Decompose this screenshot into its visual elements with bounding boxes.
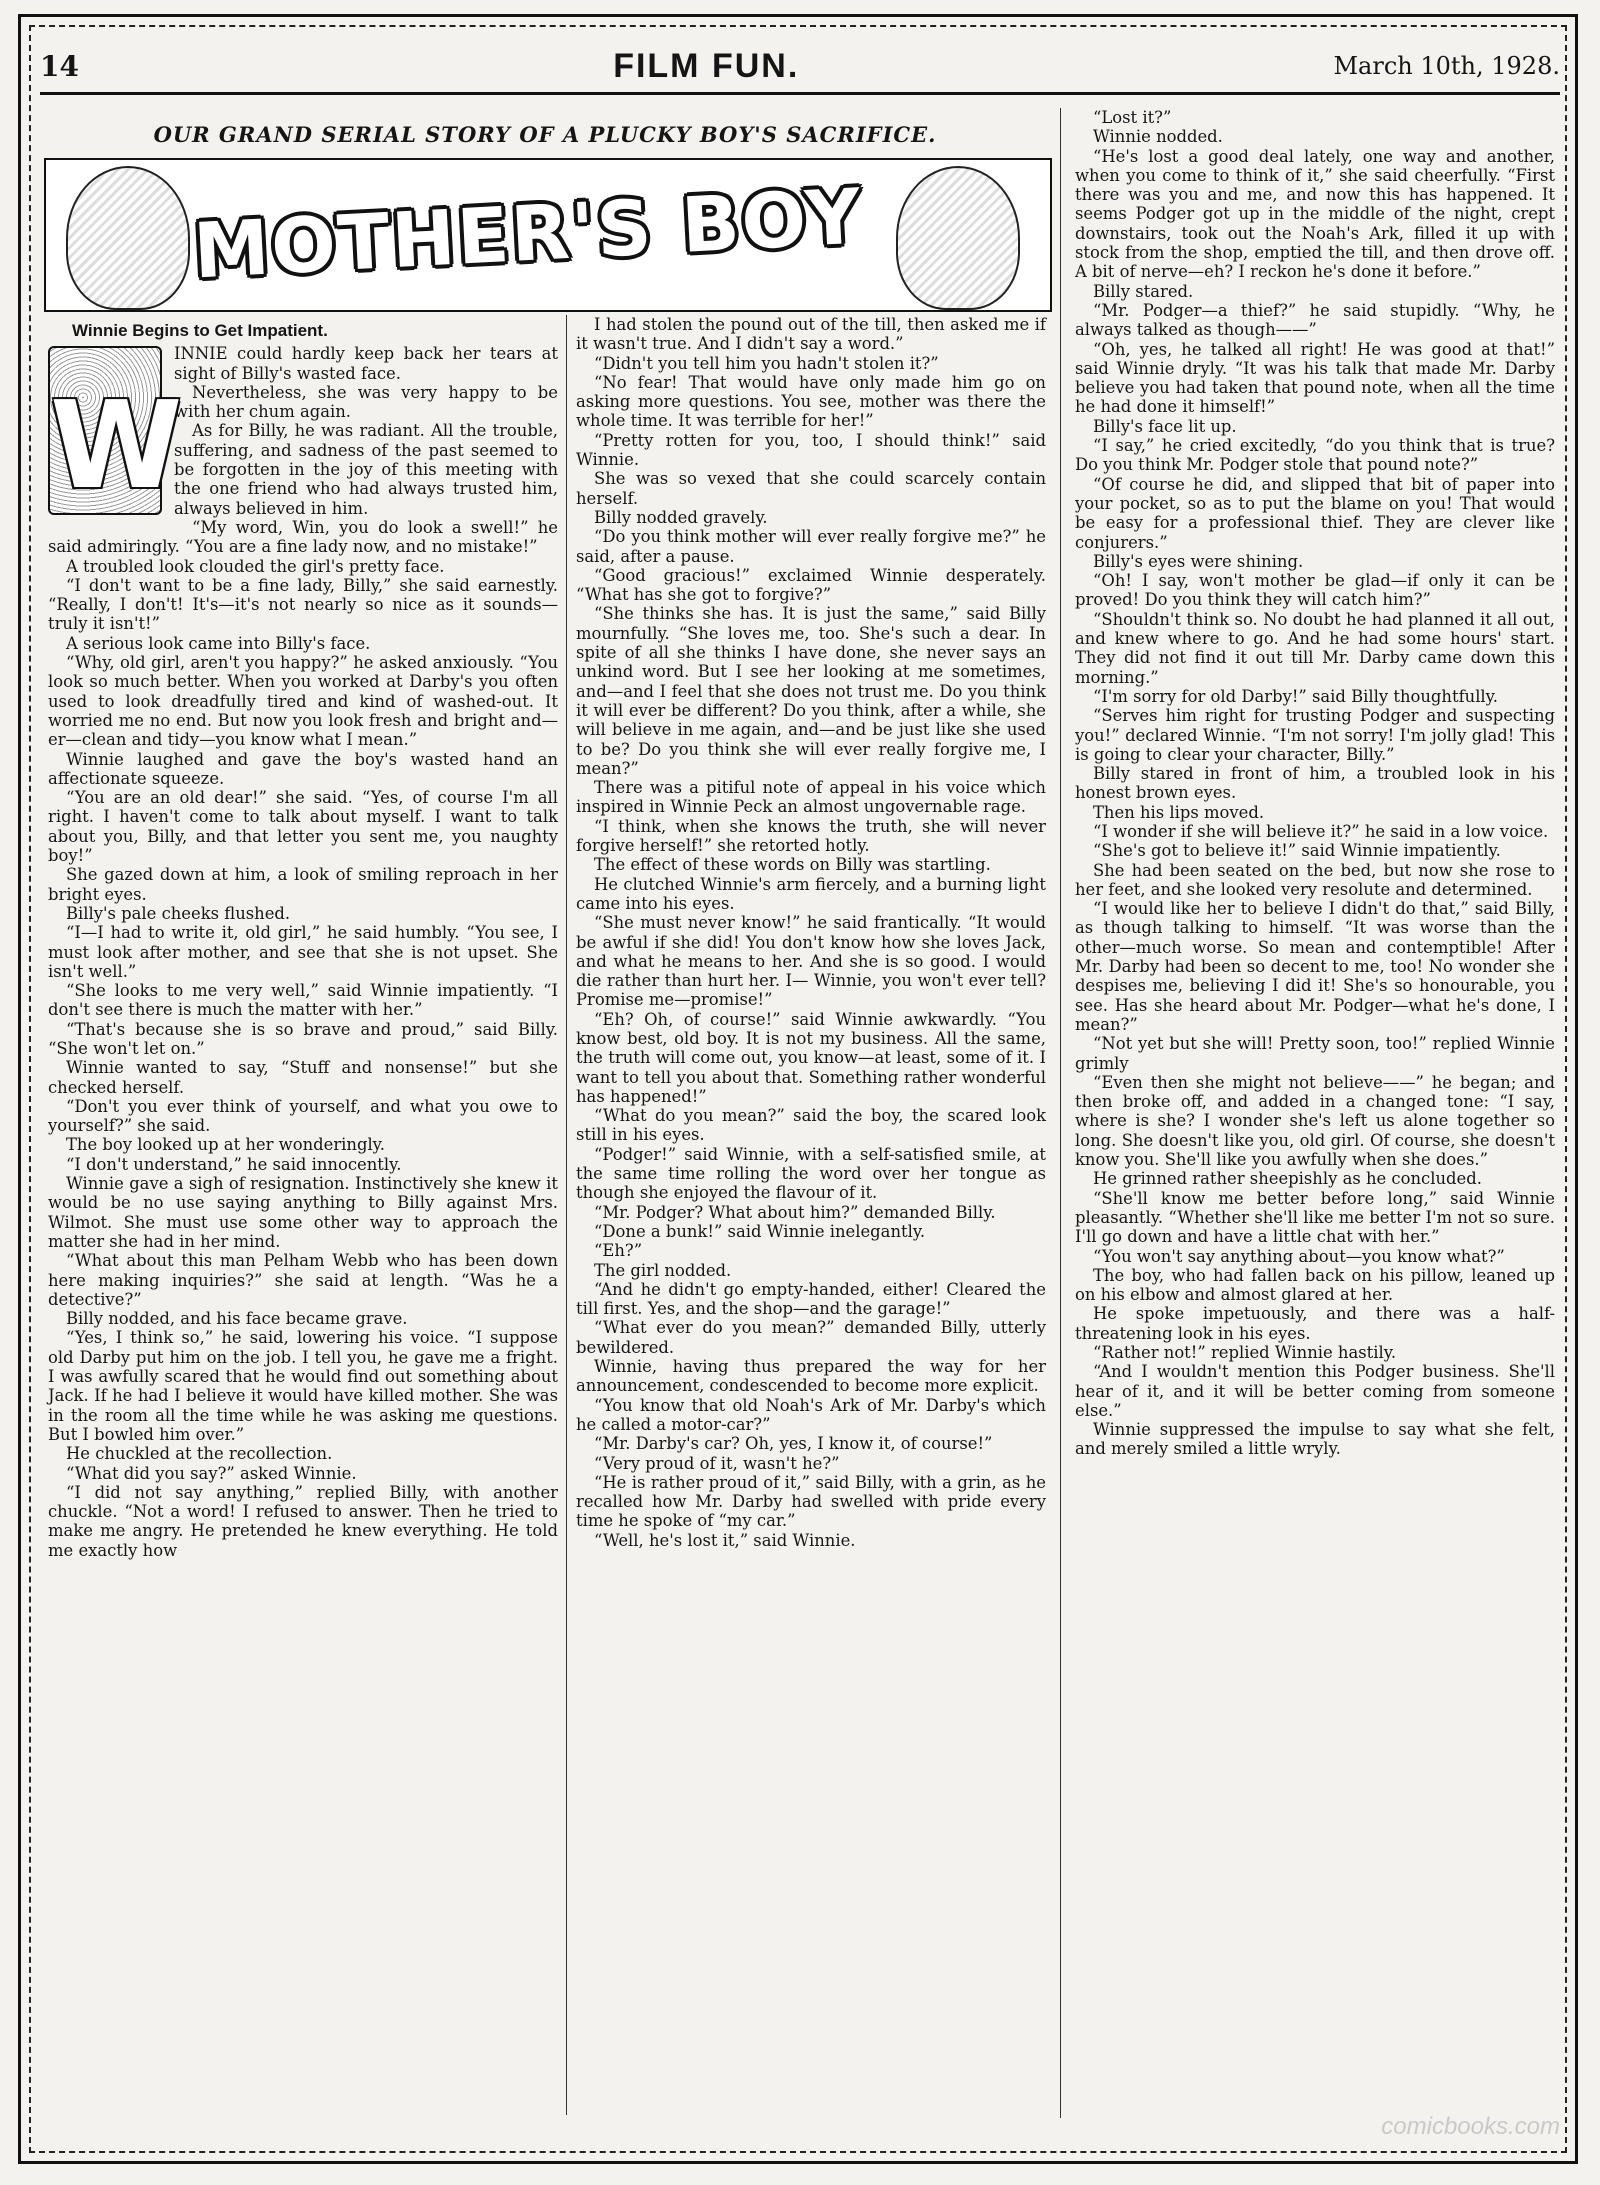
paragraph: He clutched Winnie's arm fiercely, and a burning light came into his eyes.: [576, 874, 1046, 913]
paragraph: The boy, who had fallen back on his pillow, leaned up on his elbow and almost glared at her.: [1075, 1265, 1555, 1305]
paragraph: Winnie nodded.: [1093, 127, 1223, 147]
watermark: comicbooks.com: [1381, 2113, 1560, 2140]
paragraph: “Yes, I think so,” he said, lowering his voice. “I suppose old Darby put him on the job. I tell you, he gave me a fright. I was awfully scared that he would find out something about Jack. If he had I believe it would have killed mother. She was in the room all the time while he was asking me questions. But I bowled him over.”: [48, 1328, 558, 1444]
paragraph: Billy's face lit up.: [1093, 416, 1237, 436]
title-banner: [44, 158, 1052, 312]
paragraph: “Of course he did, and slipped that bit of paper into your pocket, so as to put the blame on you! That would be easy for a professional thief. They are clever like conjurers.”: [1075, 474, 1555, 552]
paragraph: A serious look came into Billy's face.: [66, 633, 371, 653]
paragraph: Nevertheless, she was very happy to be with her chum again.: [174, 382, 558, 422]
paragraph: “Podger!” said Winnie, with a self-satisfied smile, at the same time rolling the word over her tongue as though she enjoyed the flavour of it.: [576, 1144, 1046, 1203]
paragraph: “Do you think mother will ever really forgive me?” he said, after a pause.: [576, 527, 1046, 566]
paragraph: Billy nodded, and his face became grave.: [66, 1309, 408, 1329]
paragraph: “You know that old Noah's Ark of Mr. Darby's which he called a motor-car?”: [576, 1395, 1046, 1434]
paragraph: He chuckled at the recollection.: [66, 1444, 333, 1464]
section-subhead: Winnie Begins to Get Impatient.: [72, 321, 328, 340]
paragraph: “Well, he's lost it,” said Winnie.: [594, 1530, 856, 1550]
paragraph: “I—I had to write it, old girl,” he said humbly. “You see, I must look after mother, and see that she is not upset. She isn't well.”: [48, 923, 558, 981]
paragraph: The girl nodded.: [594, 1260, 732, 1280]
paragraph: “Oh! I say, won't mother be glad—if only it can be proved! Do you think they will catch him?”: [1075, 571, 1555, 610]
serial-tagline: OUR GRAND SERIAL STORY OF A PLUCKY BOY'S SACRIFICE.: [153, 122, 937, 147]
paragraph: “Mr. Darby's car? Oh, yes, I know it, of course!”: [594, 1434, 993, 1454]
paragraph: The effect of these words on Billy was startling.: [594, 855, 991, 875]
magazine-title: FILM FUN.: [613, 46, 800, 85]
paragraph: “Serves him right for trusting Podger and suspecting you!” declared Winnie. “I'm not sorry! I'm jolly glad! This is going to clear your character, Billy.”: [1075, 706, 1555, 764]
paragraph: “What do you mean?” said the boy, the scared look still in his eyes.: [576, 1106, 1046, 1145]
paragraph: “Eh?”: [594, 1241, 643, 1261]
column-rule: [1060, 108, 1061, 2118]
paragraph: “Why, old girl, aren't you happy?” he asked anxiously. “You look so much better. When you worked at Darby's you often used to look dreadfully tired and kind of washed-out. It worried me no end. But now you look fresh and bright and—er—clean and tidy—you know what I mean.”: [48, 653, 558, 750]
paragraph: “That's because she is so brave and proud,” said Billy. “She won't let on.”: [48, 1019, 558, 1058]
paragraph: “I would like her to believe I didn't do that,” said Billy, as though talking to himself. “It was worse than the other—much worse. So mean and contemptible! After Mr. Darby had been so decent to me, too! No wonder she despises me, believing I did it! She's so honourable, you see. Has she heard about Mr. Podger—what he's done, I mean?”: [1075, 899, 1555, 1034]
paragraph: The boy looked up at her wonderingly.: [66, 1135, 385, 1155]
paragraph: “No fear! That would have only made him go on asking more questions. You see, mother was there the whole time. It was terrible for her!”: [576, 372, 1046, 431]
paragraph: “Done a bunk!” said Winnie inelegantly.: [594, 1221, 926, 1241]
paragraph: “He's lost a good deal lately, one way and another, when you come to think of it,” she said cheerfully. “First there was you and me, and now this has happened. It seems Podger got up in the middle of the night, crept downstairs, took out the Noah's Ark, filled it up with stock from the shop, emptied the till, and then drove off. A bit of nerve—eh? I reckon he's done it before.”: [1075, 146, 1555, 282]
paragraph: INNIE could hardly keep back her tears at sight of Billy's wasted face.: [174, 344, 558, 383]
paragraph: “I don't want to be a fine lady, Billy,” she said earnestly. “Really, I don't! It's—it's not nearly so nice as it sounds—truly it isn't!”: [48, 575, 558, 634]
paragraph: She was so vexed that she could scarcely contain herself.: [576, 469, 1046, 508]
paragraph: “I think, when she knows the truth, she will never forgive herself!” she retorted hotly.: [576, 816, 1046, 856]
drop-cap-illustration: [48, 346, 183, 517]
paragraph: “Pretty rotten for you, too, I should think!” said Winnie.: [576, 430, 1046, 470]
paragraph: I had stolen the pound out of the till, then asked me if it wasn't true. And I didn't say a word.”: [576, 315, 1046, 354]
paragraph: “What about this man Pelham Webb who has been down here making inquiries?” she said at length. “Was he a detective?”: [48, 1251, 558, 1309]
paragraph: “She'll know me better before long,” said Winnie pleasantly. “Whether she'll like me better I'm not so sure. I'll go down and have a little chat with her.”: [1075, 1188, 1555, 1247]
banner-title: MOTHER'S BOY: [191, 171, 865, 295]
column-2: [576, 315, 1046, 1550]
paragraph: “Mr. Podger—a thief?” he said stupidly. “Why, he always talked as though——”: [1075, 300, 1555, 340]
column-2-text: [576, 315, 1046, 1550]
paragraph: He grinned rather sheepishly as he concluded.: [1093, 1169, 1482, 1189]
paragraph: “Not yet but she will! Pretty soon, too!” replied Winnie grimly: [1075, 1034, 1555, 1073]
paragraph: She had been seated on the bed, but now she rose to her feet, and she looked very resolute and determined.: [1075, 860, 1555, 899]
paragraph: There was a pitiful note of appeal in his voice which inspired in Winnie Peck an almost ungovernable rage.: [576, 778, 1046, 817]
paragraph: “Shouldn't think so. No doubt he had planned it all out, and knew where to go. And he had some hours' start. They did not find it out till Mr. Darby came down this morning.”: [1075, 609, 1555, 687]
paragraph: Winnie, having thus prepared the way for her announcement, condescended to become more explicit.: [576, 1357, 1046, 1396]
paragraph: “Don't you ever think of yourself, and what you owe to yourself?” she said.: [48, 1096, 558, 1136]
paragraph: “Eh? Oh, of course!” said Winnie awkwardly. “You know best, old boy. It is not my business. All the same, the truth will come out, you know—at least, some of it. I want to tell you about that. Something rather wonderful has happened!”: [576, 1009, 1046, 1106]
paragraph: “What did you say?” asked Winnie.: [66, 1463, 357, 1483]
paragraph: “I say,” he cried excitedly, “do you think that is true? Do you think Mr. Podger stole that pound note?”: [1075, 436, 1555, 475]
page-number: 14: [40, 49, 79, 83]
paragraph: “Oh, yes, he talked all right! He was good at that!” said Winnie dryly. “It was his talk that made Mr. Darby believe you had taken that pound note, when all the time he had done it himself!”: [1075, 339, 1555, 417]
drop-cap-letter: W: [50, 377, 183, 517]
paragraph: Winnie gave a sigh of resignation. Instinctively she knew it would be no use saying anything to Billy against Mrs. Wilmot. She must use some other way to approach the matter she had in her mind.: [48, 1174, 558, 1251]
paragraph: “You won't say anything about—you know what?”: [1093, 1246, 1505, 1266]
paragraph: Then his lips moved.: [1093, 802, 1265, 822]
paragraph: “And I wouldn't mention this Podger business. She'll hear of it, and it will be better coming from someone else.”: [1075, 1362, 1555, 1420]
column-3: [1075, 108, 1555, 1459]
paragraph: “She looks to me very well,” said Winnie impatiently. “I don't see there is much the matter with her.”: [48, 981, 558, 1020]
paragraph: He spoke impetuously, and there was a half-threatening look in his eyes.: [1075, 1304, 1555, 1343]
column-1: [48, 315, 558, 1560]
column-1-text: [48, 344, 558, 1560]
paragraph: “Mr. Podger? What about him?” demanded Billy.: [594, 1202, 996, 1222]
paragraph: “Very proud of it, wasn't he?”: [594, 1453, 840, 1473]
paragraph: “She must never know!” he said frantically. “It would be awful if she did! You don't know how she loves Jack, and what he means to her. And she is so good. I would die rather than hurt her. I— Winnie, you won't ever tell? Promise me—promise!”: [576, 913, 1046, 1010]
paragraph: “Rather not!” replied Winnie hastily.: [1093, 1343, 1397, 1362]
paragraph: “I don't understand,” he said innocently.: [66, 1154, 402, 1174]
paragraph: “And he didn't go empty-handed, either! Cleared the till first. Yes, and the shop—and the garage!”: [576, 1279, 1046, 1319]
paragraph: “You are an old dear!” she said. “Yes, of course I'm all right. I haven't come to talk about myself. I want to talk about you, Billy, and that letter you sent me, you naughty boy!”: [48, 788, 558, 866]
paragraph: “She's got to believe it!” said Winnie impatiently.: [1093, 841, 1501, 861]
paragraph: “Didn't you tell him you hadn't stolen it?”: [594, 353, 939, 373]
paragraph: “I'm sorry for old Darby!” said Billy thoughtfully.: [1093, 686, 1498, 706]
paragraph: “Even then she might not believe——” he began; and then broke off, and added in a changed tone: “I say, where is she? I wonder she's left us alone together so long. She doesn't like you, old girl. Of course, she doesn't know you. She'll like you awfully when she does.”: [1075, 1072, 1555, 1170]
paragraph: She gazed down at him, a look of smiling reproach in her bright eyes.: [48, 865, 558, 904]
paragraph: Billy's eyes were shining.: [1093, 551, 1304, 571]
paragraph: Winnie laughed and gave the boy's wasted hand an affectionate squeeze.: [48, 749, 558, 788]
paragraph: “He is rather proud of it,” said Billy, with a grin, as he recalled how Mr. Darby had swelled with pride every time he spoke of “my car.”: [576, 1472, 1046, 1531]
page-header: [40, 40, 1560, 95]
paragraph: “Good gracious!” exclaimed Winnie desperately. “What has she got to forgive?”: [576, 565, 1046, 605]
column-rule: [566, 315, 567, 2115]
paragraph: “What ever do you mean?” demanded Billy, utterly bewildered.: [576, 1318, 1046, 1357]
paragraph: “My word, Win, you do look a swell!” he said admiringly. “You are a fine lady now, and no mistake!”: [48, 517, 558, 557]
paragraph: Billy nodded gravely.: [594, 507, 768, 527]
column-3-text: [1075, 108, 1555, 1459]
paragraph: Billy's pale cheeks flushed.: [66, 903, 291, 923]
paragraph: “Lost it?”: [1093, 108, 1172, 127]
paragraph: Billy stared.: [1093, 281, 1194, 301]
paragraph: A troubled look clouded the girl's pretty face.: [66, 556, 445, 576]
issue-date: March 10th, 1928.: [1333, 52, 1560, 80]
paragraph: Billy stared in front of him, a troubled look in his honest brown eyes.: [1075, 764, 1555, 803]
paragraph: “She thinks she has. It is just the same,” said Billy mournfully. “She loves me, too. She's such a dear. In spite of all she thinks I have done, she never says an unkind word. But I see her looking at me sometimes, and—and I feel that she does not trust me. Do you think it will ever be different? Do you think, after a while, she will believe in me again, and—and be just like she used to be? Do you think she will ever really forgive me, I mean?”: [576, 604, 1046, 778]
illustration-left: [66, 166, 190, 310]
paragraph: Winnie wanted to say, “Stuff and nonsense!” but she checked herself.: [48, 1058, 558, 1097]
paragraph: “I did not say anything,” replied Billy, with another chuckle. “Not a word! I refused to answer. Then he tried to make me angry. He pretended he knew everything. He told me exactly how: [48, 1482, 558, 1560]
paragraph: “I wonder if she will believe it?” he said in a low voice.: [1093, 821, 1549, 841]
paragraph: As for Billy, he was radiant. All the trouble, suffering, and sadness of the past seemed to be forgotten in the joy of this meeting with the one friend who had always trusted him, always believed in him.: [174, 421, 558, 518]
illustration-right: [896, 166, 1020, 310]
paragraph: Winnie suppressed the impulse to say what she felt, and merely smiled a little wryly.: [1075, 1420, 1555, 1459]
